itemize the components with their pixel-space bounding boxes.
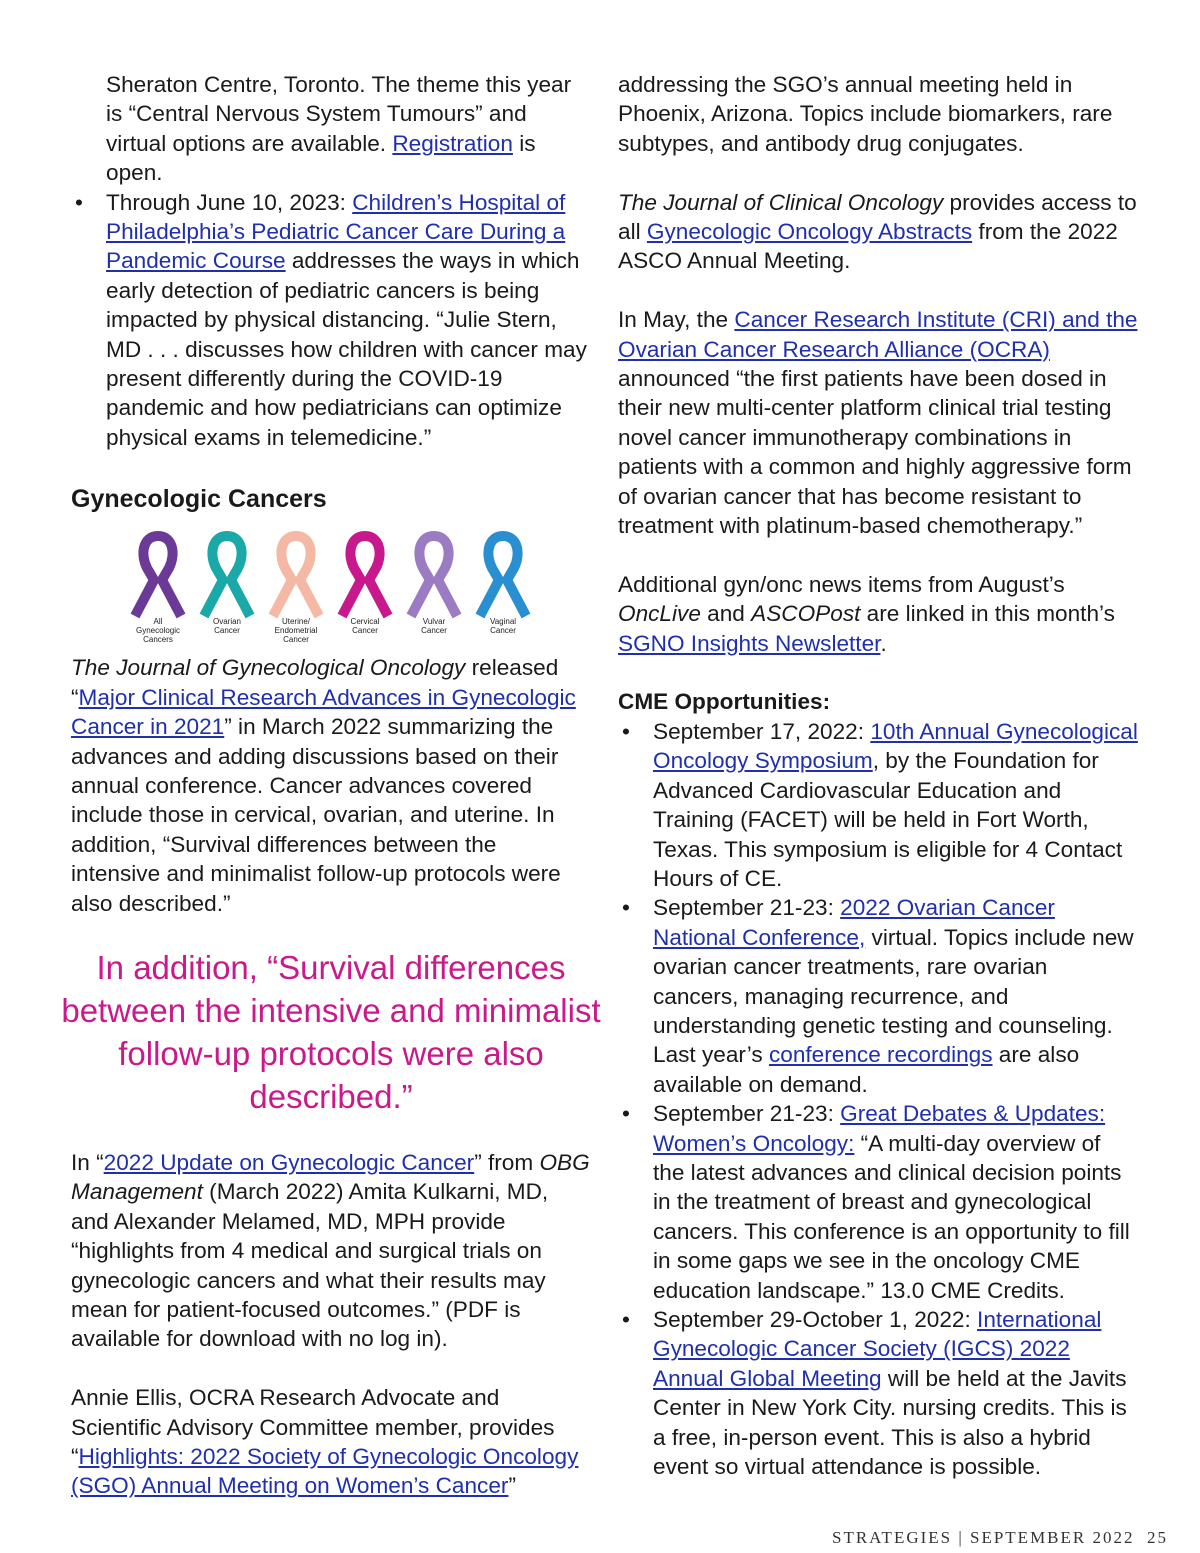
page-number: 25 (1147, 1528, 1168, 1547)
cme-list (618, 717, 1138, 1482)
ribbon-label: Cancer (490, 626, 516, 636)
text: September 29-October 1, 2022: (653, 1307, 978, 1332)
ribbon-label: Cancer (352, 626, 378, 636)
text: (March 2022) Amita Kulkarni, MD, and Alexander Melamed, MD, MPH provide “highlights from 4 medical and surgical trials on gynecologic cancers and what their results may mean for patient-focused outcomes.” (PDF is available for download with no log in). (71, 1179, 549, 1352)
text: In May, the (618, 307, 735, 333)
ribbon-label: Cervical (350, 617, 380, 627)
text: Sheraton Centre, Toronto. The theme this year is “Central Nervous System Tumours” and virtual options are available. (106, 72, 572, 156)
journal-title: The Journal of Gynecological Oncology (71, 655, 466, 681)
text: “A multi-day overview of the latest advances and clinical decision points in the treatment of breast and gynecological cancers. This conference is an opportunity to fill in some gaps we see in the oncology CME education landscape.” 13.0 CME Credits. (653, 1130, 1130, 1303)
journal-title: OBG Management (71, 1149, 590, 1205)
text: are linked in this month’s (860, 601, 1115, 627)
cri-ocra-link[interactable]: Cancer Research Institute (CRI) and the Ovarian Cancer Research Alliance (OCRA) (618, 307, 1138, 362)
awareness-ribbons-image (115, 528, 535, 643)
annie-paragraph (71, 1383, 591, 1501)
ribbon-label: All (153, 617, 163, 627)
ribbon-icon (342, 536, 388, 635)
text: ” in March 2022 summarizing the advances and adding discussions based on their annual conference. Cancer advances covered include those in cervical, ovarian, and uterine. In addition, “Survival differences between the intensive and minimalist follow-up protocols were also described.” (71, 714, 561, 916)
section-heading: Gynecologic Cancers (71, 485, 327, 514)
ribbon-label: Gynecologic (135, 626, 181, 636)
text: Through June 10, 2023: (106, 189, 353, 215)
ribbon-label: Cancer (283, 635, 309, 644)
ribbon-icon (135, 536, 181, 643)
list-item (618, 1305, 1138, 1481)
sgo-highlights-link[interactable]: Highlights: 2022 Society of Gynecologic Oncology (SGO) Annual Meeting on Women’s Cancer (71, 1443, 579, 1499)
ribbon-label: Ovarian (212, 617, 242, 627)
symposium-link[interactable]: 10th Annual Gynecological Oncology Symposium (653, 718, 1138, 774)
text: ” (508, 1473, 516, 1499)
list-item (71, 188, 591, 453)
text: . (880, 630, 887, 656)
text: released “ (71, 655, 559, 710)
ribbon-label: Uterine/ (281, 617, 311, 627)
gyn-update-link[interactable]: 2022 Update on Gynecologic Cancer (103, 1149, 475, 1175)
text: ” from (474, 1149, 540, 1175)
left-column (61, 70, 601, 1501)
list-item (618, 717, 1138, 893)
exhibit-bullet-continuation (71, 70, 591, 188)
text: virtual. Topics include new ovarian cancer treatments, rare ovarian cancers, managing recurrence, and understanding genetic testing and counseling. Last year’s (653, 924, 1134, 1068)
ribbon-icon (480, 536, 526, 635)
ribbon-icon (204, 536, 250, 635)
text: , by the Foundation for Advanced Cardiovascular Education and Training (FACET) will be held in Fort Worth, Texas. This symposium is eligible for 4 Contact Hours of CE. (653, 748, 1123, 891)
abstracts-link[interactable]: Gynecologic Oncology Abstracts (646, 219, 973, 245)
text: September 17, 2022: (653, 718, 871, 744)
bullet-list (71, 188, 591, 453)
igcs-meeting-link[interactable]: International Gynecologic Cancer Society (IGCS) 2022 Annual Global Meeting (653, 1307, 1102, 1391)
sgno-newsletter-link[interactable]: SGNO Insights Newsletter (618, 630, 881, 656)
ribbon-label: Vaginal (489, 617, 517, 627)
list-item (618, 893, 1138, 1099)
ovarian-conference-link[interactable]: 2022 Ovarian Cancer National Conference, (653, 895, 1055, 950)
ribbon-label: Cancers (143, 635, 173, 644)
major-advances-link[interactable]: Major Clinical Research Advances in Gynecologic Cancer in 2021 (71, 684, 576, 740)
text: from the 2022 ASCO Annual Meeting. (618, 219, 1118, 274)
great-debates-link[interactable]: Great Debates & Updates: Women’s Oncology: (653, 1101, 1106, 1156)
text: In “ (71, 1149, 104, 1175)
text: are also available on demand. (653, 1042, 1080, 1097)
cri-paragraph (618, 305, 1138, 540)
right-column (618, 70, 1138, 1481)
text: September 21-23: (653, 1101, 841, 1127)
ribbon-label: Cancer (421, 626, 447, 636)
publication-footer: STRATEGIES | SEPTEMBER 2022 (831, 1528, 1135, 1547)
text: announced “the first patients have been dosed in their new multi-center platform clinical trial testing novel cancer immunotherapy combinations in patients with a common and highly aggressive form of ovarian cancer that has become resistant to treatment with platinum-based chemotherapy.” (618, 366, 1132, 539)
journal-title: The Journal of Clinical Oncology (618, 189, 944, 215)
sgo-continuation-paragraph: addressing the SGO’s annual meeting held in Phoenix, Arizona. Topics include biomarkers, rare subtypes, and antibody drug conjugates. (618, 72, 1113, 156)
chop-course-link[interactable]: Children’s Hospital of Philadelphia’s Pediatric Cancer Care During a Pandemic Course (106, 189, 566, 274)
text: addresses the ways in which early detection of pediatric cancers is being impacted by physical distancing. “Julie Stern, MD . . . discusses how children with cancer may present differently during the COVID-19 pandemic and how pediatricians can optimize physical exams in telemedicine.” (106, 248, 587, 450)
text: September 21-23: (653, 895, 841, 921)
publication-name: OncLive (618, 601, 701, 627)
text: Additional gyn/onc news items from August’s (618, 571, 1065, 597)
news-paragraph (618, 570, 1138, 658)
jgo-paragraph (71, 653, 591, 918)
page-footer (832, 1528, 1168, 1548)
cme-heading: CME Opportunities: (618, 689, 831, 715)
text: Annie Ellis, OCRA Research Advocate and Scientific Advisory Committee member, provides “ (71, 1385, 555, 1469)
jco-paragraph (618, 188, 1138, 276)
ribbon-label: Cancer (214, 626, 240, 636)
text: is open. (106, 130, 536, 186)
conference-recordings-link[interactable]: conference recordings (768, 1042, 993, 1068)
registration-link[interactable]: Registration (392, 130, 513, 156)
ribbon-icon (411, 536, 457, 635)
ribbon-icon (273, 536, 319, 643)
publication-name: ASCOPost (751, 601, 861, 627)
list-item (618, 1099, 1138, 1305)
ribbon-label: Endometrial (274, 626, 318, 636)
obg-paragraph (71, 1148, 591, 1354)
text: and (700, 601, 752, 627)
ribbon-label: Vulvar (422, 617, 446, 627)
text: will be held at the Javits Center in New York City. nursing credits. This is a free, in-person event. This is also a hybrid event so virtual attendance is possible. (653, 1365, 1127, 1480)
pull-quote: In addition, “Survival differences between the intensive and minimalist follow-up protocols were also described.” (61, 948, 601, 1115)
text: provides access to all (618, 189, 1137, 245)
